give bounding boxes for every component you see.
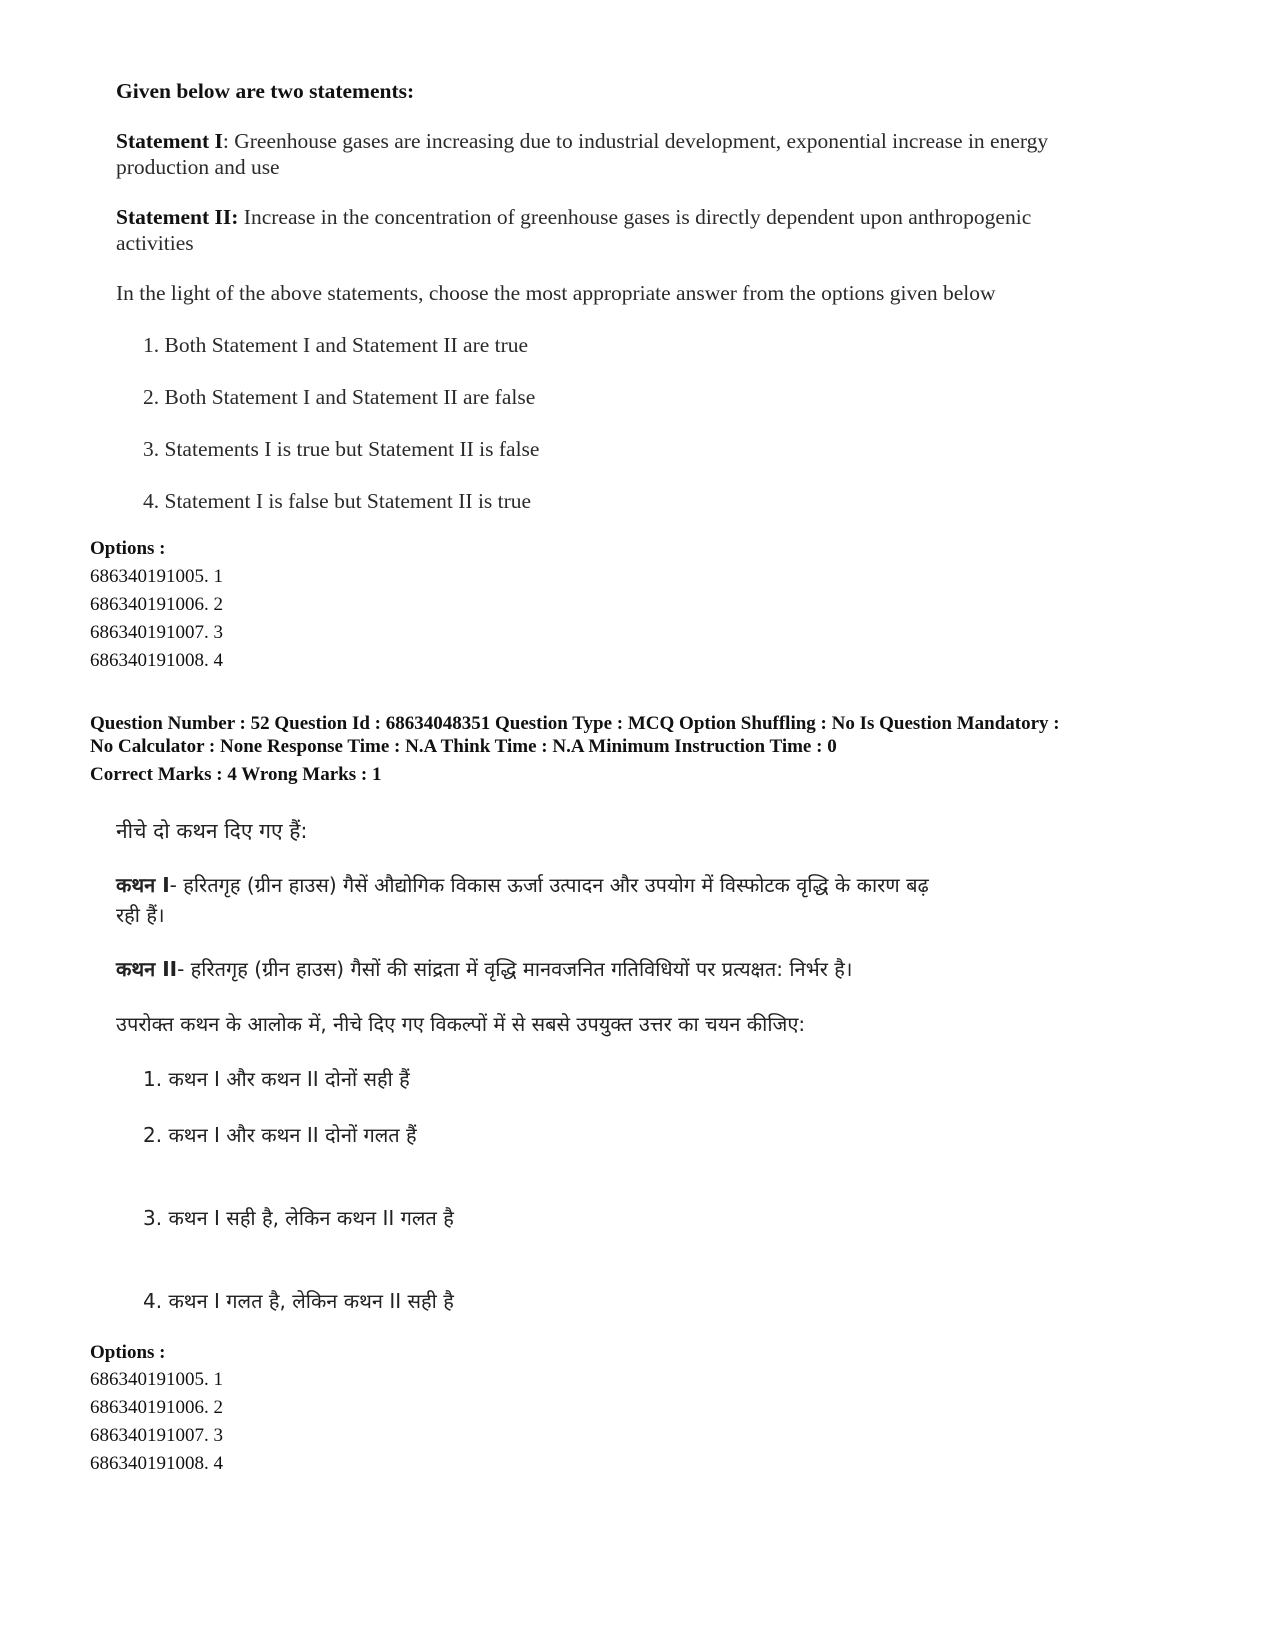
statement-2-label-hindi: कथन II	[116, 957, 178, 981]
option-id: 686340191005. 1	[90, 566, 223, 587]
option-id: 686340191008. 4	[90, 650, 223, 671]
statement-2-cont: activities	[116, 231, 194, 255]
option-id: 686340191006. 2	[90, 594, 223, 615]
question-intro: Given below are two statements:	[116, 79, 415, 103]
statement-2-label: Statement II:	[116, 205, 239, 229]
option-id: 686340191006. 2	[90, 1397, 223, 1418]
question-intro-hindi: नीचे दो कथन दिए गए हैं:	[116, 819, 308, 843]
option-id: 686340191005. 1	[90, 1369, 223, 1390]
statement-1-label: Statement I	[116, 129, 223, 153]
question-meta-line-1: Question Number : 52 Question Id : 68634048351 Question Type : MCQ Option Shuffling : No Is Question Mandatory :	[90, 713, 1060, 734]
choice-1-hindi: 1. कथन I और कथन II दोनों सही हैं	[143, 1067, 410, 1091]
choice-3: 3. Statements I is true but Statement II is false	[143, 437, 540, 461]
option-id: 686340191007. 3	[90, 1425, 223, 1446]
statement-2	[116, 205, 1031, 230]
question-marks: Correct Marks : 4 Wrong Marks : 1	[90, 764, 382, 785]
question-instruction: In the light of the above statements, choose the most appropriate answer from the options given below	[116, 281, 996, 305]
statement-1-hindi	[116, 871, 929, 898]
statement-2-text: Increase in the concentration of greenhouse gases is directly dependent upon anthropogenic	[238, 205, 1032, 229]
statement-2-text-hindi: - हरितगृह (ग्रीन हाउस) गैसों की सांद्रता में वृद्धि मानवजनित गतिविधियों पर प्रत्यक्षत: निर्भर है।	[177, 957, 853, 981]
choice-3-hindi: 3. कथन I सही है, लेकिन कथन II गलत है	[143, 1206, 454, 1230]
statement-1-cont: production and use	[116, 155, 280, 179]
choice-2: 2. Both Statement I and Statement II are false	[143, 385, 536, 409]
statement-1	[116, 129, 1048, 154]
choice-2-hindi: 2. कथन I और कथन II दोनों गलत हैं	[143, 1123, 417, 1147]
statement-2-hindi	[116, 955, 852, 982]
option-id: 686340191008. 4	[90, 1453, 223, 1474]
choice-4: 4. Statement I is false but Statement II is true	[143, 489, 532, 513]
options-heading: Options :	[90, 1342, 166, 1363]
choice-1: 1. Both Statement I and Statement II are true	[143, 333, 529, 357]
question-meta-line-2: No Calculator : None Response Time : N.A Think Time : N.A Minimum Instruction Time : 0	[90, 736, 837, 757]
choice-4-hindi: 4. कथन I गलत है, लेकिन कथन II सही है	[143, 1289, 454, 1313]
statement-1-text: : Greenhouse gases are increasing due to industrial development, exponential increase in energy	[222, 129, 1049, 153]
question-instruction-hindi: उपरोक्त कथन के आलोक में, नीचे दिए गए विकल्पों में से सबसे उपयुक्त उत्तर का चयन कीजिए:	[116, 1012, 806, 1036]
statement-1-text-hindi: - हरितगृह (ग्रीन हाउस) गैसें औद्योगिक विकास ऊर्जा उत्पादन और उपयोग में विस्फोटक वृद्धि के कारण बढ़	[169, 873, 929, 897]
statement-1-label-hindi: कथन I	[116, 873, 170, 897]
option-id: 686340191007. 3	[90, 622, 223, 643]
options-heading: Options :	[90, 538, 166, 559]
statement-1-cont-hindi: रही हैं।	[116, 903, 165, 927]
